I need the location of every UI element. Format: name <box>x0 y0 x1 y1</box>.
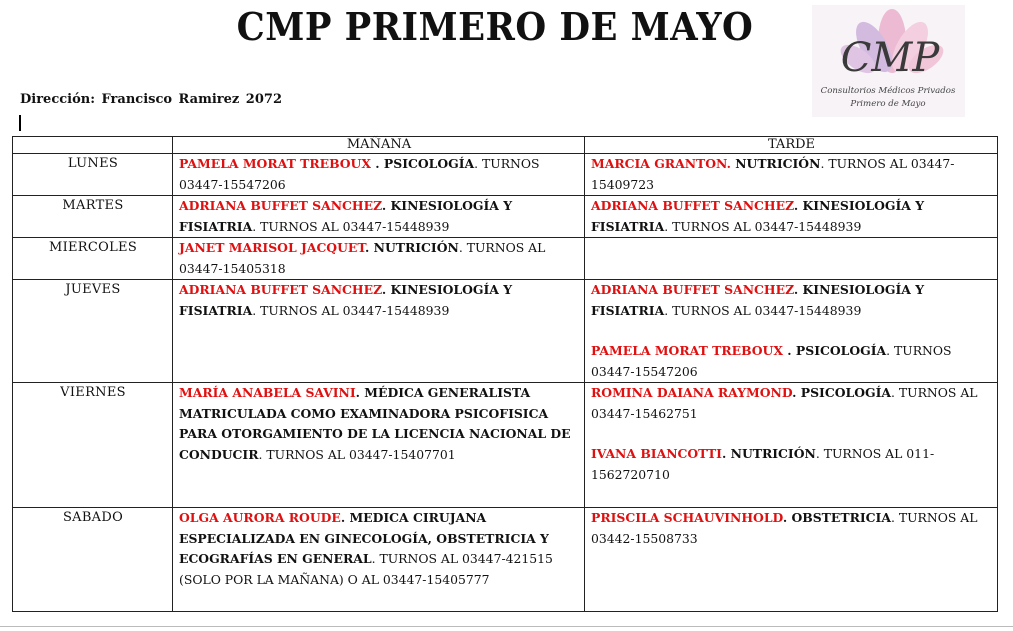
specialty: . PSICOLOGÍA <box>370 156 475 171</box>
appointment-info: . TURNOS AL 03447-15448939 <box>252 218 450 234</box>
appointment-info: . TURNOS 03447-15547206 <box>179 156 540 192</box>
clinic-logo <box>812 5 965 117</box>
doctor-name: ADRIANA BUFFET SANCHEZ <box>591 282 794 297</box>
day-jueves: JUEVES <box>13 280 173 383</box>
cell-martes-morning <box>173 196 585 238</box>
specialty: NUTRICIÓN <box>730 156 821 171</box>
table-header-row <box>13 137 998 154</box>
schedule-table <box>12 136 998 612</box>
logo-line-2: Primero de Mayo <box>850 99 926 109</box>
appointment-info: . TURNOS AL 03447-421515 (SOLO POR LA MAÑANA) O AL 03447-15405777 <box>179 551 553 587</box>
specialty: . NUTRICIÓN <box>364 240 459 255</box>
cell-jueves-morning <box>173 280 585 383</box>
appointment-info: . TURNOS AL 03442-15508733 <box>591 510 978 546</box>
appointment-info: . TURNOS AL 03447-15409723 <box>591 156 955 192</box>
specialty: . PSICOLOGÍA <box>782 343 887 358</box>
specialty: . NUTRICIÓN <box>721 446 816 461</box>
doctor-name: MARCIA GRANTON. <box>591 156 731 171</box>
entry <box>591 341 992 382</box>
day-sabado: SABADO <box>13 508 173 612</box>
appointment-info: . TURNOS AL 03447-15448939 <box>664 218 862 234</box>
page-title: CMP PRIMERO DE MAYO <box>236 4 754 49</box>
specialty: . MEDICA CIRUJANA ESPECIALIZADA EN GINECOLOGÍA, OBSTETRICIA Y ECOGRAFÍAS EN GENERAL <box>179 510 549 566</box>
day-viernes: VIERNES <box>13 383 173 508</box>
doctor-name: JANET MARISOL JACQUET <box>179 240 365 255</box>
specialty: . PSICOLOGÍA <box>792 385 891 400</box>
entry <box>591 280 992 321</box>
doctor-name: MARÍA ANABELA SAVINI <box>179 385 356 400</box>
spacer <box>591 424 992 444</box>
cell-jueves-afternoon <box>585 280 998 383</box>
appointment-info: . TURNOS 03447-15547206 <box>591 343 952 379</box>
header-morning: MAÑANA <box>173 137 585 154</box>
day-miercoles: MIERCOLES <box>13 238 173 280</box>
table-row <box>13 196 998 238</box>
specialty: . KINESIOLOGÍA Y FISIATRIA <box>179 282 513 318</box>
logo-line-1: Consultorios Médicos Privados <box>820 86 956 96</box>
cell-miercoles-afternoon <box>585 238 998 280</box>
doctor-name: PRISCILA SCHAUVINHOLD <box>591 510 783 525</box>
specialty: . OBSTETRICIA <box>782 510 891 525</box>
table-row <box>13 280 998 383</box>
cell-sabado-afternoon <box>585 508 998 612</box>
appointment-info: . TURNOS AL 011-1562720710 <box>591 446 935 482</box>
doctor-name: ROMINA DAIANA RAYMOND <box>591 385 793 400</box>
appointment-info: . TURNOS AL 03447-15448939 <box>664 302 862 318</box>
specialty: . KINESIOLOGÍA Y FISIATRIA <box>179 198 513 234</box>
cell-lunes-morning <box>173 154 585 196</box>
specialty: . MÉDICA GENERALISTA MATRICULADA COMO EXAMINADORA PSICOFISICA PARA OTORGAMIENTO DE LA LICENCIA NACIONAL DE CONDUCIR <box>179 385 571 462</box>
logo-monogram: CMP <box>840 35 940 81</box>
cell-miercoles-morning <box>173 238 585 280</box>
appointment-info: . TURNOS AL 03447-15405318 <box>179 240 546 276</box>
appointment-info: . TURNOS AL 03447-15462751 <box>591 385 978 421</box>
entry <box>591 383 992 424</box>
day-lunes: LUNES <box>13 154 173 196</box>
entry <box>591 444 992 485</box>
appointment-info: . TURNOS AL 03447-15407701 <box>258 446 456 462</box>
table-row <box>13 154 998 196</box>
appointment-info: . TURNOS AL 03447-15448939 <box>252 302 450 318</box>
cell-viernes-afternoon <box>585 383 998 508</box>
doctor-name: PAMELA MORAT TREBOUX <box>591 343 783 358</box>
day-martes: MARTES <box>13 196 173 238</box>
address-line: Dirección: Francisco Ramirez 2072 <box>20 92 282 107</box>
page-bottom-divider <box>0 626 1013 627</box>
doctor-name: ADRIANA BUFFET SANCHEZ <box>179 198 382 213</box>
doctor-name: PAMELA MORAT TREBOUX <box>179 156 371 171</box>
doctor-name: OLGA AURORA ROUDE <box>179 510 341 525</box>
cell-viernes-morning <box>173 383 585 508</box>
table-row <box>13 508 998 612</box>
doctor-name: ADRIANA BUFFET SANCHEZ <box>591 198 794 213</box>
cell-martes-afternoon <box>585 196 998 238</box>
doctor-name: ADRIANA BUFFET SANCHEZ <box>179 282 382 297</box>
cell-lunes-afternoon <box>585 154 998 196</box>
table-row <box>13 383 998 508</box>
specialty: . KINESIOLOGÍA Y FISIATRIA <box>591 198 925 234</box>
header-afternoon: TARDE <box>585 137 998 154</box>
specialty: . KINESIOLOGÍA Y FISIATRIA <box>591 282 925 318</box>
spacer <box>591 321 992 341</box>
logo-graphic <box>812 5 965 117</box>
cell-sabado-morning <box>173 508 585 612</box>
header-empty-cell <box>13 137 173 154</box>
doctor-name: IVANA BIANCOTTI <box>591 446 722 461</box>
text-cursor <box>19 115 21 131</box>
table-row <box>13 238 998 280</box>
